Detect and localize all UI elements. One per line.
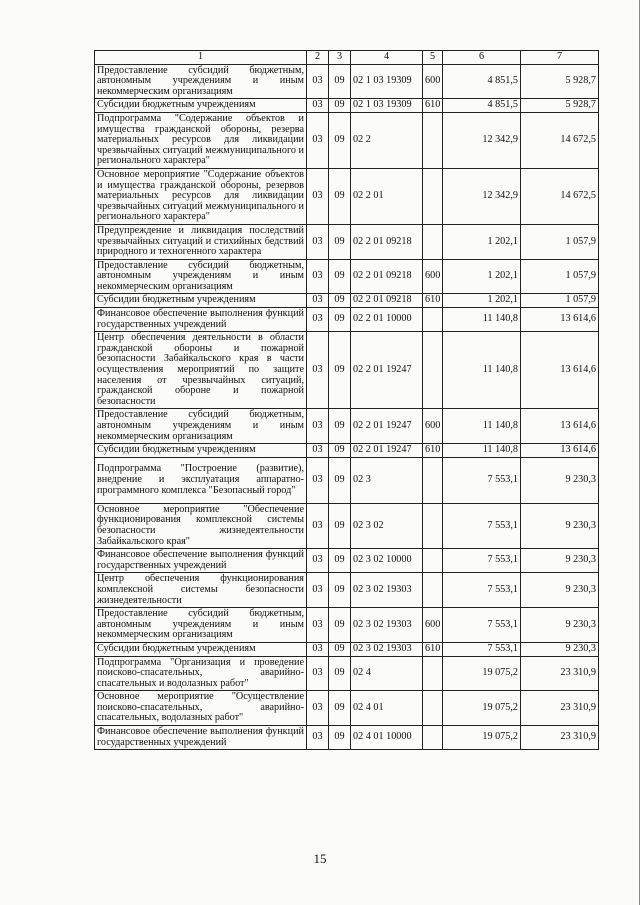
amount-year-1: 7 553,1	[443, 503, 521, 548]
expense-type-code	[423, 691, 443, 726]
section-code: 03	[307, 112, 329, 168]
amount-year-2: 9 230,3	[521, 642, 599, 656]
table-row	[95, 608, 599, 643]
section-code: 03	[307, 457, 329, 503]
table-row	[95, 294, 599, 308]
column-header: 3	[329, 51, 351, 65]
subsection-code: 09	[329, 308, 351, 332]
target-article-code: 02 3 02 19303	[351, 573, 423, 608]
table-row	[95, 112, 599, 168]
amount-year-1: 19 075,2	[443, 726, 521, 750]
target-article-code: 02 1 03 19309	[351, 64, 423, 99]
subsection-code: 09	[329, 409, 351, 444]
expense-type-code: 610	[423, 294, 443, 308]
amount-year-2: 13 614,6	[521, 409, 599, 444]
subsection-code: 09	[329, 457, 351, 503]
subsection-code: 09	[329, 642, 351, 656]
amount-year-2: 23 310,9	[521, 726, 599, 750]
target-article-code: 02 2 01 10000	[351, 308, 423, 332]
column-header: 2	[307, 51, 329, 65]
table-row	[95, 444, 599, 458]
section-code: 03	[307, 503, 329, 548]
amount-year-1: 11 140,8	[443, 332, 521, 409]
target-article-code: 02 2 01 19247	[351, 444, 423, 458]
row-name: Основное мероприятие "Обеспечение функционирования комплексной системы безопасности жизнедеятельности Забайкальского края"	[95, 503, 307, 548]
expense-type-code: 600	[423, 608, 443, 643]
table-row	[95, 64, 599, 99]
table-row	[95, 224, 599, 259]
row-name: Субсидии бюджетным учреждениям	[95, 642, 307, 656]
amount-year-2: 23 310,9	[521, 691, 599, 726]
section-code: 03	[307, 642, 329, 656]
amount-year-1: 19 075,2	[443, 691, 521, 726]
column-header: 6	[443, 51, 521, 65]
table-row	[95, 99, 599, 113]
amount-year-2: 1 057,9	[521, 224, 599, 259]
amount-year-2: 9 230,3	[521, 608, 599, 643]
expense-type-code	[423, 503, 443, 548]
target-article-code: 02 2 01 09218	[351, 224, 423, 259]
section-code: 03	[307, 99, 329, 113]
target-article-code: 02 2 01 09218	[351, 294, 423, 308]
subsection-code: 09	[329, 168, 351, 224]
amount-year-2: 13 614,6	[521, 332, 599, 409]
target-article-code: 02 3 02 19303	[351, 642, 423, 656]
target-article-code: 02 1 03 19309	[351, 99, 423, 113]
expense-type-code: 600	[423, 64, 443, 99]
amount-year-2: 13 614,6	[521, 308, 599, 332]
row-name: Предоставление субсидий бюджетным, автономным учреждениям и иным некоммерческим организациям	[95, 409, 307, 444]
column-header: 4	[351, 51, 423, 65]
target-article-code: 02 2 01 19247	[351, 332, 423, 409]
section-code: 03	[307, 573, 329, 608]
target-article-code: 02 3 02	[351, 503, 423, 548]
subsection-code: 09	[329, 656, 351, 691]
row-name: Предоставление субсидий бюджетным, автономным учреждениям и иным некоммерческим организациям	[95, 259, 307, 294]
subsection-code: 09	[329, 503, 351, 548]
section-code: 03	[307, 168, 329, 224]
table-row	[95, 503, 599, 548]
expense-type-code	[423, 573, 443, 608]
target-article-code: 02 2 01 09218	[351, 259, 423, 294]
amount-year-1: 1 202,1	[443, 224, 521, 259]
amount-year-1: 12 342,9	[443, 112, 521, 168]
subsection-code: 09	[329, 332, 351, 409]
expense-type-code	[423, 656, 443, 691]
subsection-code: 09	[329, 549, 351, 573]
expense-type-code	[423, 332, 443, 409]
amount-year-1: 11 140,8	[443, 308, 521, 332]
subsection-code: 09	[329, 691, 351, 726]
column-header: 5	[423, 51, 443, 65]
amount-year-1: 7 553,1	[443, 608, 521, 643]
row-name: Субсидии бюджетным учреждениям	[95, 294, 307, 308]
row-name: Финансовое обеспечение выполнения функций государственных учреждений	[95, 308, 307, 332]
section-code: 03	[307, 64, 329, 99]
target-article-code: 02 4 01 10000	[351, 726, 423, 750]
expense-type-code: 610	[423, 444, 443, 458]
row-name: Предупреждение и ликвидация последствий чрезвычайных ситуаций и стихийных бедствий природного и техногенного характера	[95, 224, 307, 259]
section-code: 03	[307, 726, 329, 750]
subsection-code: 09	[329, 294, 351, 308]
section-code: 03	[307, 332, 329, 409]
row-name: Субсидии бюджетным учреждениям	[95, 444, 307, 458]
row-name: Центр обеспечения деятельности в области гражданской обороны и пожарной безопасности Забайкальского края в части осуществления мероприятий по защите населения от чрезвычайных ситуаций, гражданской обороне и пожарной безопасности	[95, 332, 307, 409]
table-row	[95, 457, 599, 503]
section-code: 03	[307, 224, 329, 259]
section-code: 03	[307, 691, 329, 726]
section-code: 03	[307, 444, 329, 458]
table-header-row	[95, 51, 599, 65]
amount-year-2: 9 230,3	[521, 573, 599, 608]
row-name: Основное мероприятие "Осуществление поисково-спасательных, аварийно-спасательных, водолазных работ"	[95, 691, 307, 726]
row-name: Финансовое обеспечение выполнения функций государственных учреждений	[95, 549, 307, 573]
section-code: 03	[307, 294, 329, 308]
row-name: Центр обеспечения функционирования комплексной системы безопасности жизнедеятельности	[95, 573, 307, 608]
amount-year-1: 11 140,8	[443, 444, 521, 458]
section-code: 03	[307, 259, 329, 294]
row-name: Основное мероприятие "Содержание объектов и имущества гражданской обороны, резервов материальных ресурсов для ликвидации чрезвычайных ситуаций межмуниципального и регионального характера"	[95, 168, 307, 224]
row-name: Подпрограмма "Организация и проведение поисково-спасательных, аварийно-спасательных и водолазных работ"	[95, 656, 307, 691]
amount-year-2: 14 672,5	[521, 112, 599, 168]
table-row	[95, 726, 599, 750]
expense-type-code	[423, 457, 443, 503]
subsection-code: 09	[329, 99, 351, 113]
amount-year-2: 23 310,9	[521, 656, 599, 691]
section-code: 03	[307, 656, 329, 691]
table-row	[95, 549, 599, 573]
subsection-code: 09	[329, 726, 351, 750]
amount-year-2: 1 057,9	[521, 294, 599, 308]
subsection-code: 09	[329, 444, 351, 458]
subsection-code: 09	[329, 224, 351, 259]
amount-year-1: 19 075,2	[443, 656, 521, 691]
section-code: 03	[307, 409, 329, 444]
row-name: Подпрограмма "Построение (развитие), внедрение и эксплуатация аппаратно-программного комплекса "Безопасный город"	[95, 457, 307, 503]
subsection-code: 09	[329, 112, 351, 168]
target-article-code: 02 4 01	[351, 691, 423, 726]
section-code: 03	[307, 608, 329, 643]
amount-year-1: 7 553,1	[443, 642, 521, 656]
amount-year-2: 9 230,3	[521, 503, 599, 548]
table-row	[95, 656, 599, 691]
amount-year-1: 1 202,1	[443, 294, 521, 308]
expense-type-code: 600	[423, 409, 443, 444]
expense-type-code: 610	[423, 642, 443, 656]
table-row	[95, 259, 599, 294]
budget-table	[94, 50, 599, 750]
section-code: 03	[307, 549, 329, 573]
table-row	[95, 642, 599, 656]
target-article-code: 02 2 01	[351, 168, 423, 224]
expense-type-code	[423, 168, 443, 224]
target-article-code: 02 2	[351, 112, 423, 168]
table-row	[95, 691, 599, 726]
amount-year-1: 12 342,9	[443, 168, 521, 224]
page-number: 15	[313, 851, 327, 866]
amount-year-2: 14 672,5	[521, 168, 599, 224]
expense-type-code	[423, 549, 443, 573]
amount-year-2: 5 928,7	[521, 64, 599, 99]
amount-year-1: 4 851,5	[443, 64, 521, 99]
table-row	[95, 409, 599, 444]
amount-year-1: 11 140,8	[443, 409, 521, 444]
row-name: Предоставление субсидий бюджетным, автономным учреждениям и иным некоммерческим организациям	[95, 608, 307, 643]
target-article-code: 02 4	[351, 656, 423, 691]
row-name: Подпрограмма "Содержание объектов и имущества гражданской обороны, резерва материальных ресурсов для ликвидации чрезвычайных ситуаций межмуниципального и регионального характера"	[95, 112, 307, 168]
amount-year-1: 1 202,1	[443, 259, 521, 294]
subsection-code: 09	[329, 259, 351, 294]
amount-year-1: 7 553,1	[443, 573, 521, 608]
row-name: Финансовое обеспечение выполнения функций государственных учреждений	[95, 726, 307, 750]
amount-year-2: 5 928,7	[521, 99, 599, 113]
section-code: 03	[307, 308, 329, 332]
table-row	[95, 573, 599, 608]
amount-year-1: 7 553,1	[443, 549, 521, 573]
subsection-code: 09	[329, 64, 351, 99]
amount-year-2: 9 230,3	[521, 549, 599, 573]
target-article-code: 02 3 02 19303	[351, 608, 423, 643]
amount-year-2: 1 057,9	[521, 259, 599, 294]
amount-year-1: 4 851,5	[443, 99, 521, 113]
table-row	[95, 308, 599, 332]
expense-type-code: 600	[423, 259, 443, 294]
subsection-code: 09	[329, 573, 351, 608]
amount-year-2: 13 614,6	[521, 444, 599, 458]
amount-year-1: 7 553,1	[443, 457, 521, 503]
target-article-code: 02 3 02 10000	[351, 549, 423, 573]
target-article-code: 02 2 01 19247	[351, 409, 423, 444]
expense-type-code	[423, 112, 443, 168]
target-article-code: 02 3	[351, 457, 423, 503]
expense-type-code	[423, 224, 443, 259]
column-header: 1	[95, 51, 307, 65]
row-name: Субсидии бюджетным учреждениям	[95, 99, 307, 113]
expense-type-code	[423, 308, 443, 332]
expense-type-code	[423, 726, 443, 750]
table-row	[95, 168, 599, 224]
row-name: Предоставление субсидий бюджетным, автономным учреждениям и иным некоммерческим организациям	[95, 64, 307, 99]
column-header: 7	[521, 51, 599, 65]
expense-type-code: 610	[423, 99, 443, 113]
subsection-code: 09	[329, 608, 351, 643]
amount-year-2: 9 230,3	[521, 457, 599, 503]
table-row	[95, 332, 599, 409]
